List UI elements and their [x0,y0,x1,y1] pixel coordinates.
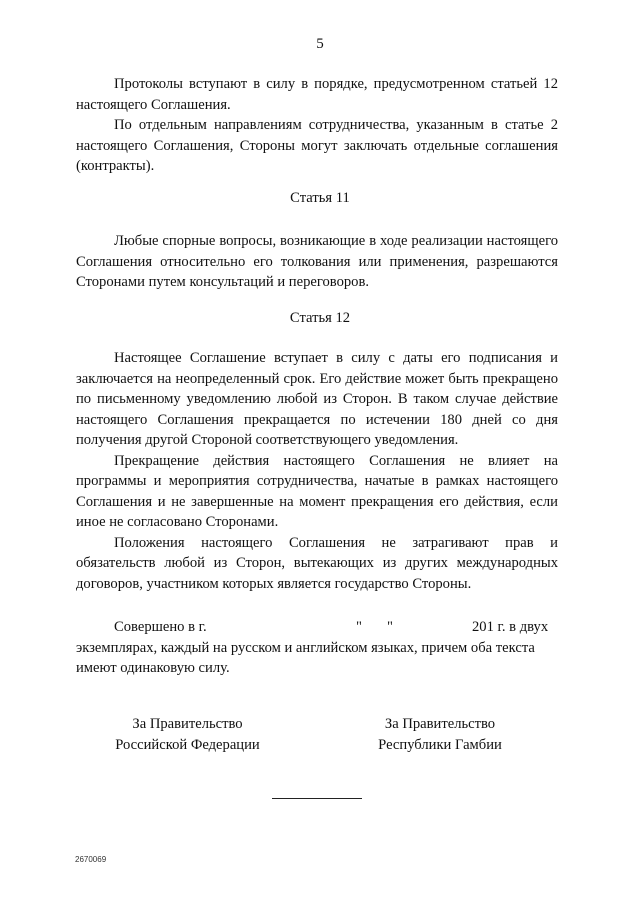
done-quote-close: " [387,619,393,635]
done-clause-first-line [76,617,558,638]
article-12-paragraph-termination: Прекращение действия настоящего Соглашения не влияет на программы и мероприятия сотрудничества, начатые в рамках настоящего Соглашения и не завершенные на момент прекращения его действия, если иное не согласовано Сторонами. [76,452,558,530]
document-code: 2670069 [75,855,107,864]
intro-paragraph-protocols: Протоколы вступают в силу в порядке, предусмотренном статьей 12 настоящего Соглашения. [76,76,558,113]
done-year: 201 г. в двух [472,619,549,635]
done-clause-rest: экземплярах, каждый на русском и английском языках, причем оба текста имеют одинаковую силу. [76,639,535,676]
signature-russia-line1: За Правительство [132,716,243,732]
intro-section [76,74,558,177]
article-11-paragraph: Любые спорные вопросы, возникающие в ходе реализации настоящего Соглашения относительно его толкования или применения, разрешаются Сторонами путем консультаций и переговоров. [76,233,558,290]
signature-russia-line2: Российской Федерации [115,736,260,753]
article-11-body [76,231,558,293]
article-12-body [76,348,558,594]
end-divider-line [272,798,362,799]
signature-gambia-line2: Республики Гамбии [378,736,502,753]
page-number: 5 [316,36,324,52]
done-lead: Совершено в г. [114,619,207,635]
article-12-heading: Статья 12 [289,310,351,326]
done-clause [76,617,558,679]
intro-paragraph-separate-agreements: По отдельным направлениям сотрудничества, указанным в статье 2 настоящего Соглашения, Стороны могут заключать отдельные соглашения (контракты). [76,117,558,174]
signature-gambia-line1: За Правительство [384,716,496,732]
article-12-paragraph-other-treaties: Положения настоящего Соглашения не затрагивают прав и обязательств любой из Сторон, вытекающих из других международных договоров, участником которых является государство Стороны. [76,534,558,592]
article-12-paragraph-entry-into-force: Настоящее Соглашение вступает в силу с даты его подписания и заключается на неопределенный срок. Его действие может быть прекращено по письменному уведомлению любой из Сторон. В таком случае действие настоящего Соглашения прекращается по истечении 180 дней со дня получения другой Стороной соответствующего уведомления. [76,350,558,448]
article-11-heading: Статья 11 [290,190,350,206]
signature-block-russia [95,714,280,755]
signature-block-gambia [345,714,535,755]
done-quote-open: " [356,619,362,635]
